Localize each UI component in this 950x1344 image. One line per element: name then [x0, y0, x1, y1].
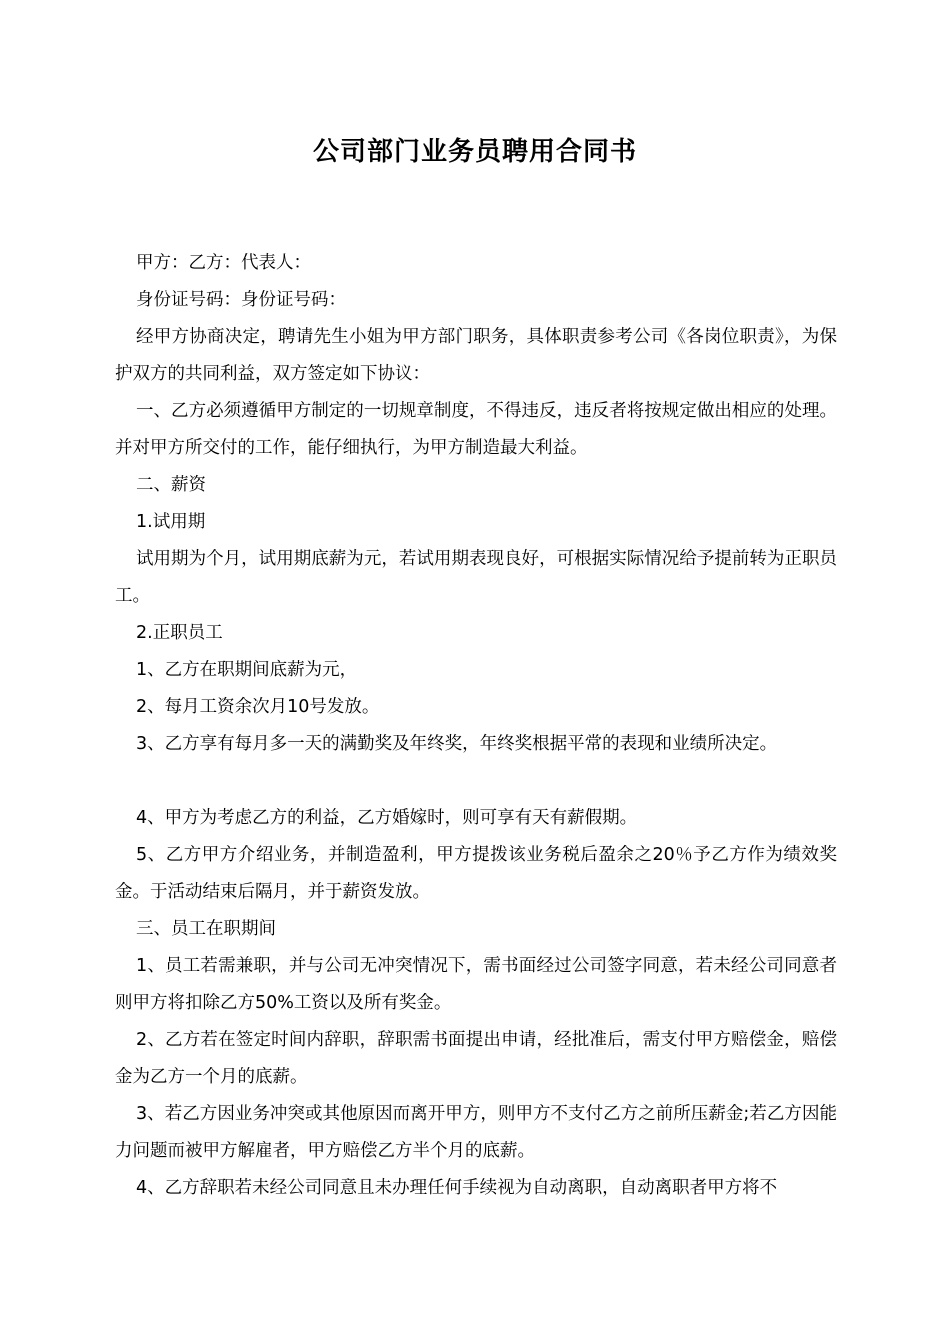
- id-number-line: 身份证号码：身份证号码：: [136, 290, 346, 310]
- salary-item-2: 2、每月工资余次月10号发放。: [136, 697, 380, 717]
- employment-item-4: 4、乙方辞职若未经公司同意且未办理任何手续视为自动离职，自动离职者甲方将不: [136, 1178, 778, 1198]
- employment-item-1: 1、员工若需兼职，并与公司无冲突情况下，需书面经过公司签字同意，若未经公司同意者则甲方将扣除乙方50%工资以及所有奖金。: [115, 956, 837, 1013]
- section-heading-employment: 三、员工在职期间: [136, 919, 276, 939]
- salary-item-3: 3、乙方享有每月多一天的满勤奖及年终奖，年终奖根据平常的表现和业绩所决定。: [136, 734, 778, 754]
- subheading-regular-employee: 2.正职员工: [136, 623, 223, 643]
- section-heading-salary: 二、薪资: [136, 475, 206, 495]
- document-body: [115, 245, 837, 1207]
- document-title: 公司部门业务员聘用合同书: [312, 137, 637, 167]
- clause-1-paragraph: 一、乙方必须遵循甲方制定的一切规章制度，不得违反，违反者将按规定做出相应的处理。并对甲方所交付的工作，能仔细执行，为甲方制造最大利益。: [115, 401, 837, 458]
- subheading-probation: 1.试用期: [136, 512, 206, 532]
- employment-item-2: 2、乙方若在签定时间内辞职，辞职需书面提出申请，经批准后，需支付甲方赔偿金，赔偿金为乙方一个月的底薪。: [115, 1030, 837, 1087]
- salary-item-4: 4、甲方为考虑乙方的利益，乙方婚嫁时，则可享有天有薪假期。: [136, 808, 638, 828]
- probation-paragraph: 试用期为个月，试用期底薪为元，若试用期表现良好，可根据实际情况给予提前转为正职员工。: [115, 549, 837, 606]
- preamble-paragraph: 经甲方协商决定，聘请先生小姐为甲方部门职务，具体职责参考公司《各岗位职责》，为保护双方的共同利益，双方签定如下协议：: [115, 327, 837, 384]
- salary-item-1: 1、乙方在职期间底薪为元，: [136, 660, 358, 680]
- employment-item-3: 3、若乙方因业务冲突或其他原因而离开甲方，则甲方不支付乙方之前所压薪金;若乙方因能力问题而被甲方解雇者，甲方赔偿乙方半个月的底薪。: [115, 1104, 837, 1161]
- salary-item-5: 5、乙方甲方介绍业务，并制造盈利，甲方提拨该业务税后盈余之20％予乙方作为绩效奖金。于活动结束后隔月，并于薪资发放。: [115, 845, 837, 902]
- parties-line: 甲方：乙方：代表人：: [136, 253, 311, 273]
